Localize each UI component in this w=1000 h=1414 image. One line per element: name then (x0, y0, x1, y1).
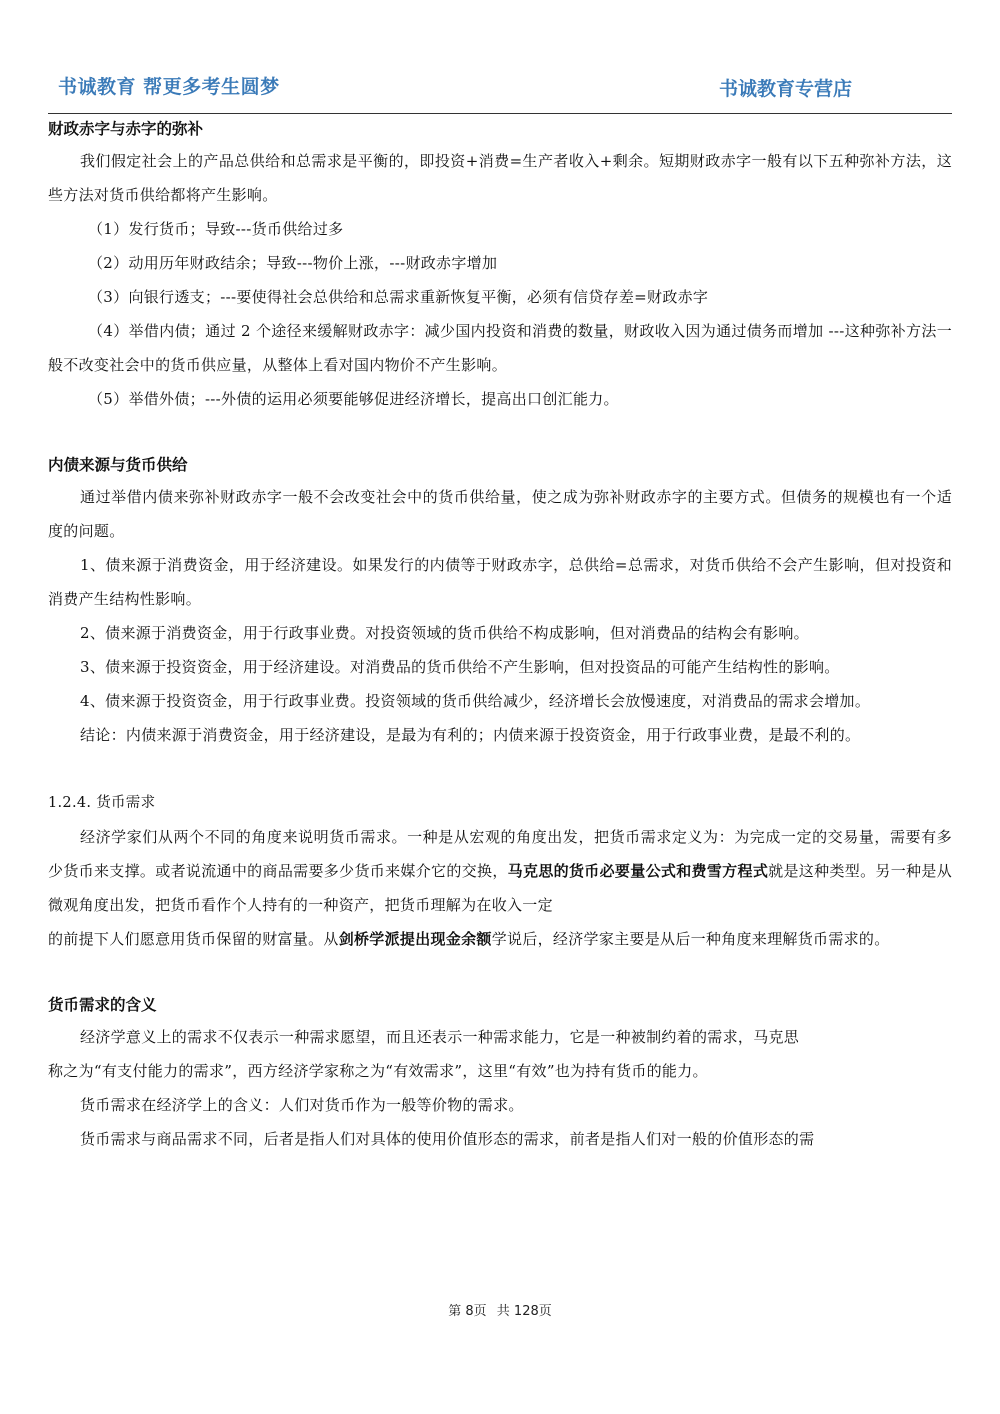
paragraph: 经济学意义上的需求不仅表示一种需求愿望，而且还表示一种需求能力，它是一种被制约着的需求，马克思 (80, 1028, 800, 1046)
header-brand-left: 书诚教育 帮更多考生圆梦 (58, 76, 280, 98)
paragraph: 2、债来源于消费资金，用于行政事业费。对投资领域的货币供给不构成影响，但对消费品的结构会有影响。 (80, 624, 809, 642)
paragraph: 货币需求在经济学上的含义：人们对货币作为一般等价物的需求。 (80, 1096, 524, 1114)
paragraph: 我们假定社会上的产品总供给和总需求是平衡的，即投资+消费=生产者收入+剩余。短期财政赤字一般有以下五种弥补方法，这些方法对货币供给都将产生影响。 (48, 152, 952, 204)
document-body (48, 114, 952, 1156)
paragraph: 货币需求与商品需求不同，后者是指人们对具体的使用价值形态的需求，前者是指人们对一般的价值形态的需 (80, 1130, 815, 1148)
paragraph (48, 922, 952, 956)
paragraph: 通过举借内债来弥补财政赤字一般不会改变社会中的货币供给量，使之成为弥补财政赤字的主要方式。但债务的规模也有一个适度的问题。 (48, 488, 952, 540)
list-item: （4）举借内债；通过 2 个途径来缓解财政赤字：减少国内投资和消费的数量，财政收入因为通过债务而增加 ---这种弥补方法一般不改变社会中的货币供应量，从整体上看对国内物价不产生影响。 (48, 322, 952, 374)
section-title-domestic-debt: 内债来源与货币供给 (48, 456, 188, 474)
paragraph: 4、债来源于投资资金，用于行政事业费。投资领域的货币供给减少，经济增长会放慢速度，对消费品的需求会增加。 (80, 692, 871, 710)
page-footer (0, 1300, 1000, 1319)
section-title-money-demand: 1.2.4. 货币需求 (48, 795, 156, 811)
text-run: 就是这种类型。另一种是从微观角度出发，把货币看作个人持有的一种资产，把货币理解为在收入一定 (48, 862, 952, 914)
bold-term: 剑桥学派提出现金余额 (338, 930, 492, 948)
list-item: （3）向银行透支；---要使得社会总供给和总需求重新恢复平衡，必须有信贷存差=财政赤字 (88, 288, 709, 306)
list-item: （2）动用历年财政结余；导致---物价上涨，---财政赤字增加 (88, 254, 498, 272)
text-run: 经济学家们从两个不同的角度来说明货币需求。一种是从宏观的角度出发，把货币需求定义为：为完成一定的交易量，需要有多少货币来支撑。或者说流通中的商品需要多少货币来媒介它的交换， (48, 828, 952, 880)
page-total: 共 128页 (496, 1304, 552, 1319)
list-item: （5）举借外债；---外债的运用必须要能够促进经济增长，提高出口创汇能力。 (88, 390, 619, 408)
paragraph: 称之为“有支付能力的需求”，西方经济学家称之为“有效需求”，这里“有效”也为持有货币的能力。 (48, 1062, 708, 1080)
bold-term: 马克思的货币必要量公式和费雪方程式 (507, 862, 769, 880)
paragraph: 1、债来源于消费资金，用于经济建设。如果发行的内债等于财政赤字，总供给=总需求，对货币供给不会产生影响，但对投资和消费产生结构性影响。 (48, 556, 952, 608)
section-title-demand-meaning: 货币需求的含义 (48, 996, 157, 1014)
paragraph (48, 820, 952, 922)
page-number: 第 8页 (448, 1304, 487, 1319)
paragraph: 3、债来源于投资资金，用于经济建设。对消费品的货币供给不产生影响，但对投资品的可能产生结构性的影响。 (80, 658, 840, 676)
header-brand-right: 书诚教育专营店 (718, 78, 852, 100)
section-title-deficit: 财政赤字与赤字的弥补 (48, 120, 204, 138)
list-item: （1）发行货币；导致---货币供给过多 (88, 220, 344, 238)
text-run: 的前提下人们愿意用货币保留的财富量。从 (48, 930, 339, 948)
paragraph: 结论：内债来源于消费资金，用于经济建设，是最为有利的；内债来源于投资资金，用于行政事业费，是最不利的。 (80, 726, 861, 744)
text-run: 学说后，经济学家主要是从后一种角度来理解货币需求的。 (491, 930, 890, 948)
